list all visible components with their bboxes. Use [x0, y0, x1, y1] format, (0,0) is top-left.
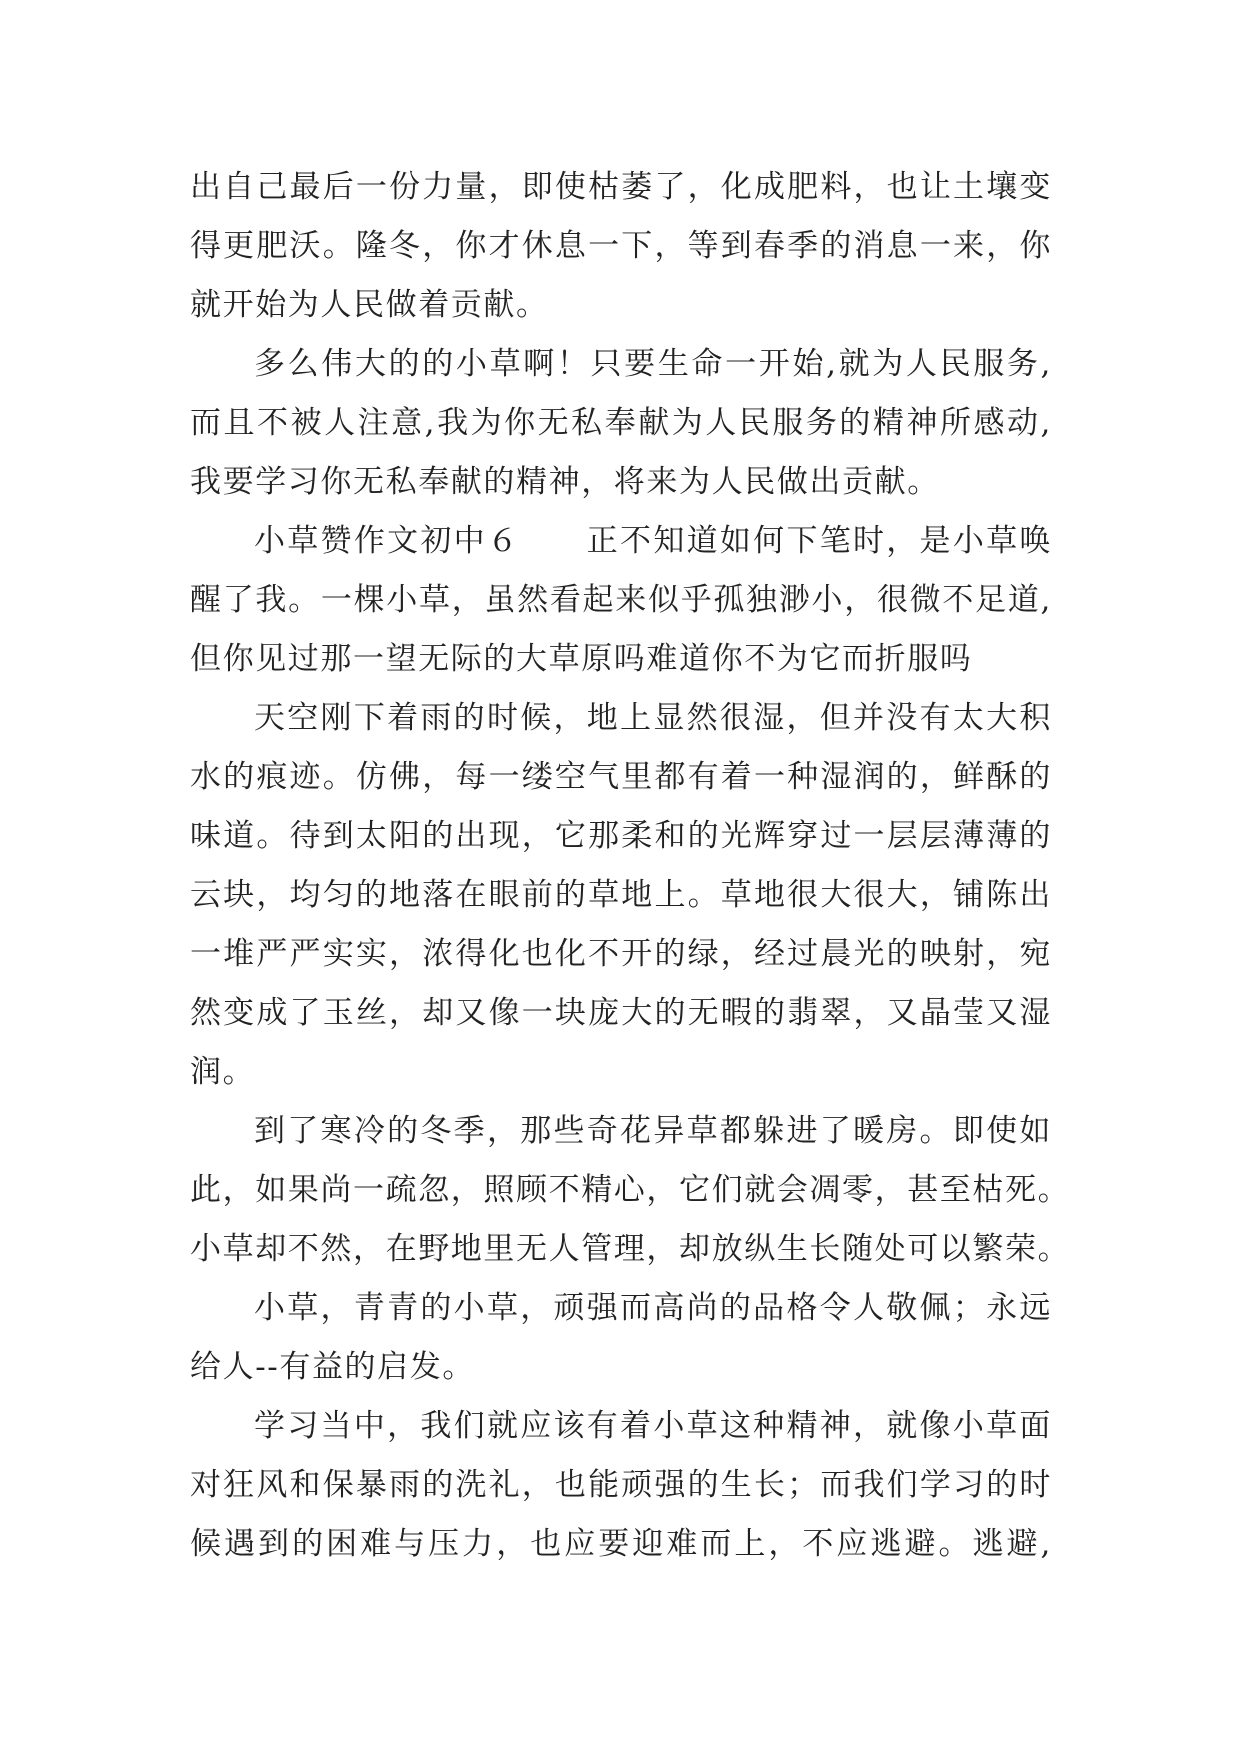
text-line: 多么伟大的的小草啊！只要生命一开始,就为人民服务, [254, 346, 1052, 382]
paragraph [190, 512, 1052, 689]
paragraph [190, 1279, 1052, 1397]
text-line: 但你见过那一望无际的大草原吗难道你不为它而折服吗 [190, 641, 973, 677]
text-line: 到了寒冷的冬季，那些奇花异草都躲进了暖房。即使如 [254, 1113, 1052, 1149]
text-line: 我要学习你无私奉献的精神，将来为人民做出贡献。 [190, 464, 940, 500]
text-line: 此，如果尚一疏忽，照顾不精心，它们就会凋零，甚至枯死。 [190, 1172, 1071, 1208]
article-body [190, 158, 1071, 1574]
text-line: 一堆严严实实，浓得化也化不开的绿，经过晨光的映射，宛 [190, 936, 1052, 972]
text-line: 醒了我。一棵小草，虽然看起来似乎孤独渺小，很微不足道, [190, 582, 1052, 618]
text-line: 小草却不然，在野地里无人管理，却放纵生长随处可以繁荣。 [190, 1231, 1071, 1267]
paragraph [190, 1397, 1052, 1574]
text-line: 对狂风和保暴雨的洗礼，也能顽强的生长；而我们学习的时 [190, 1467, 1052, 1503]
text-line: 味道。待到太阳的出现，它那柔和的光辉穿过一层层薄薄的 [190, 818, 1052, 854]
text-line: 天空刚下着雨的时候，地上显然很湿，但并没有太大积 [254, 700, 1052, 736]
text-line: 而且不被人注意,我为你无私奉献为人民服务的精神所感动, [190, 405, 1052, 441]
text-line: 云块，均匀的地落在眼前的草地上。草地很大很大，铺陈出 [190, 877, 1052, 913]
text-line: 小草赞作文初中６ 正不知道如何下笔时，是小草唤 [254, 523, 1052, 559]
text-line: 水的痕迹。仿佛，每一缕空气里都有着一种湿润的，鲜酥的 [190, 759, 1052, 795]
paragraph [190, 335, 1052, 512]
text-line: 得更肥沃。隆冬，你才休息一下，等到春季的消息一来，你 [190, 228, 1052, 264]
text-line: 学习当中，我们就应该有着小草这种精神，就像小草面 [254, 1408, 1052, 1444]
text-line: 就开始为人民做着贡献。 [190, 287, 549, 323]
text-line: 小草，青青的小草，顽强而高尚的品格令人敬佩；永远 [254, 1290, 1052, 1326]
text-line: 候遇到的困难与压力，也应要迎难而上，不应逃避。逃避, [190, 1526, 1052, 1562]
paragraph [190, 1102, 1071, 1279]
text-line: 给人--有益的启发。 [190, 1349, 475, 1385]
text-line: 润。 [190, 1054, 256, 1090]
paragraph [190, 689, 1052, 1102]
text-line: 然变成了玉丝，却又像一块庞大的无暇的翡翠，又晶莹又湿 [190, 995, 1052, 1031]
text-line: 出自己最后一份力量，即使枯萎了，化成肥料，也让土壤变 [190, 169, 1052, 205]
paragraph [190, 158, 1052, 335]
